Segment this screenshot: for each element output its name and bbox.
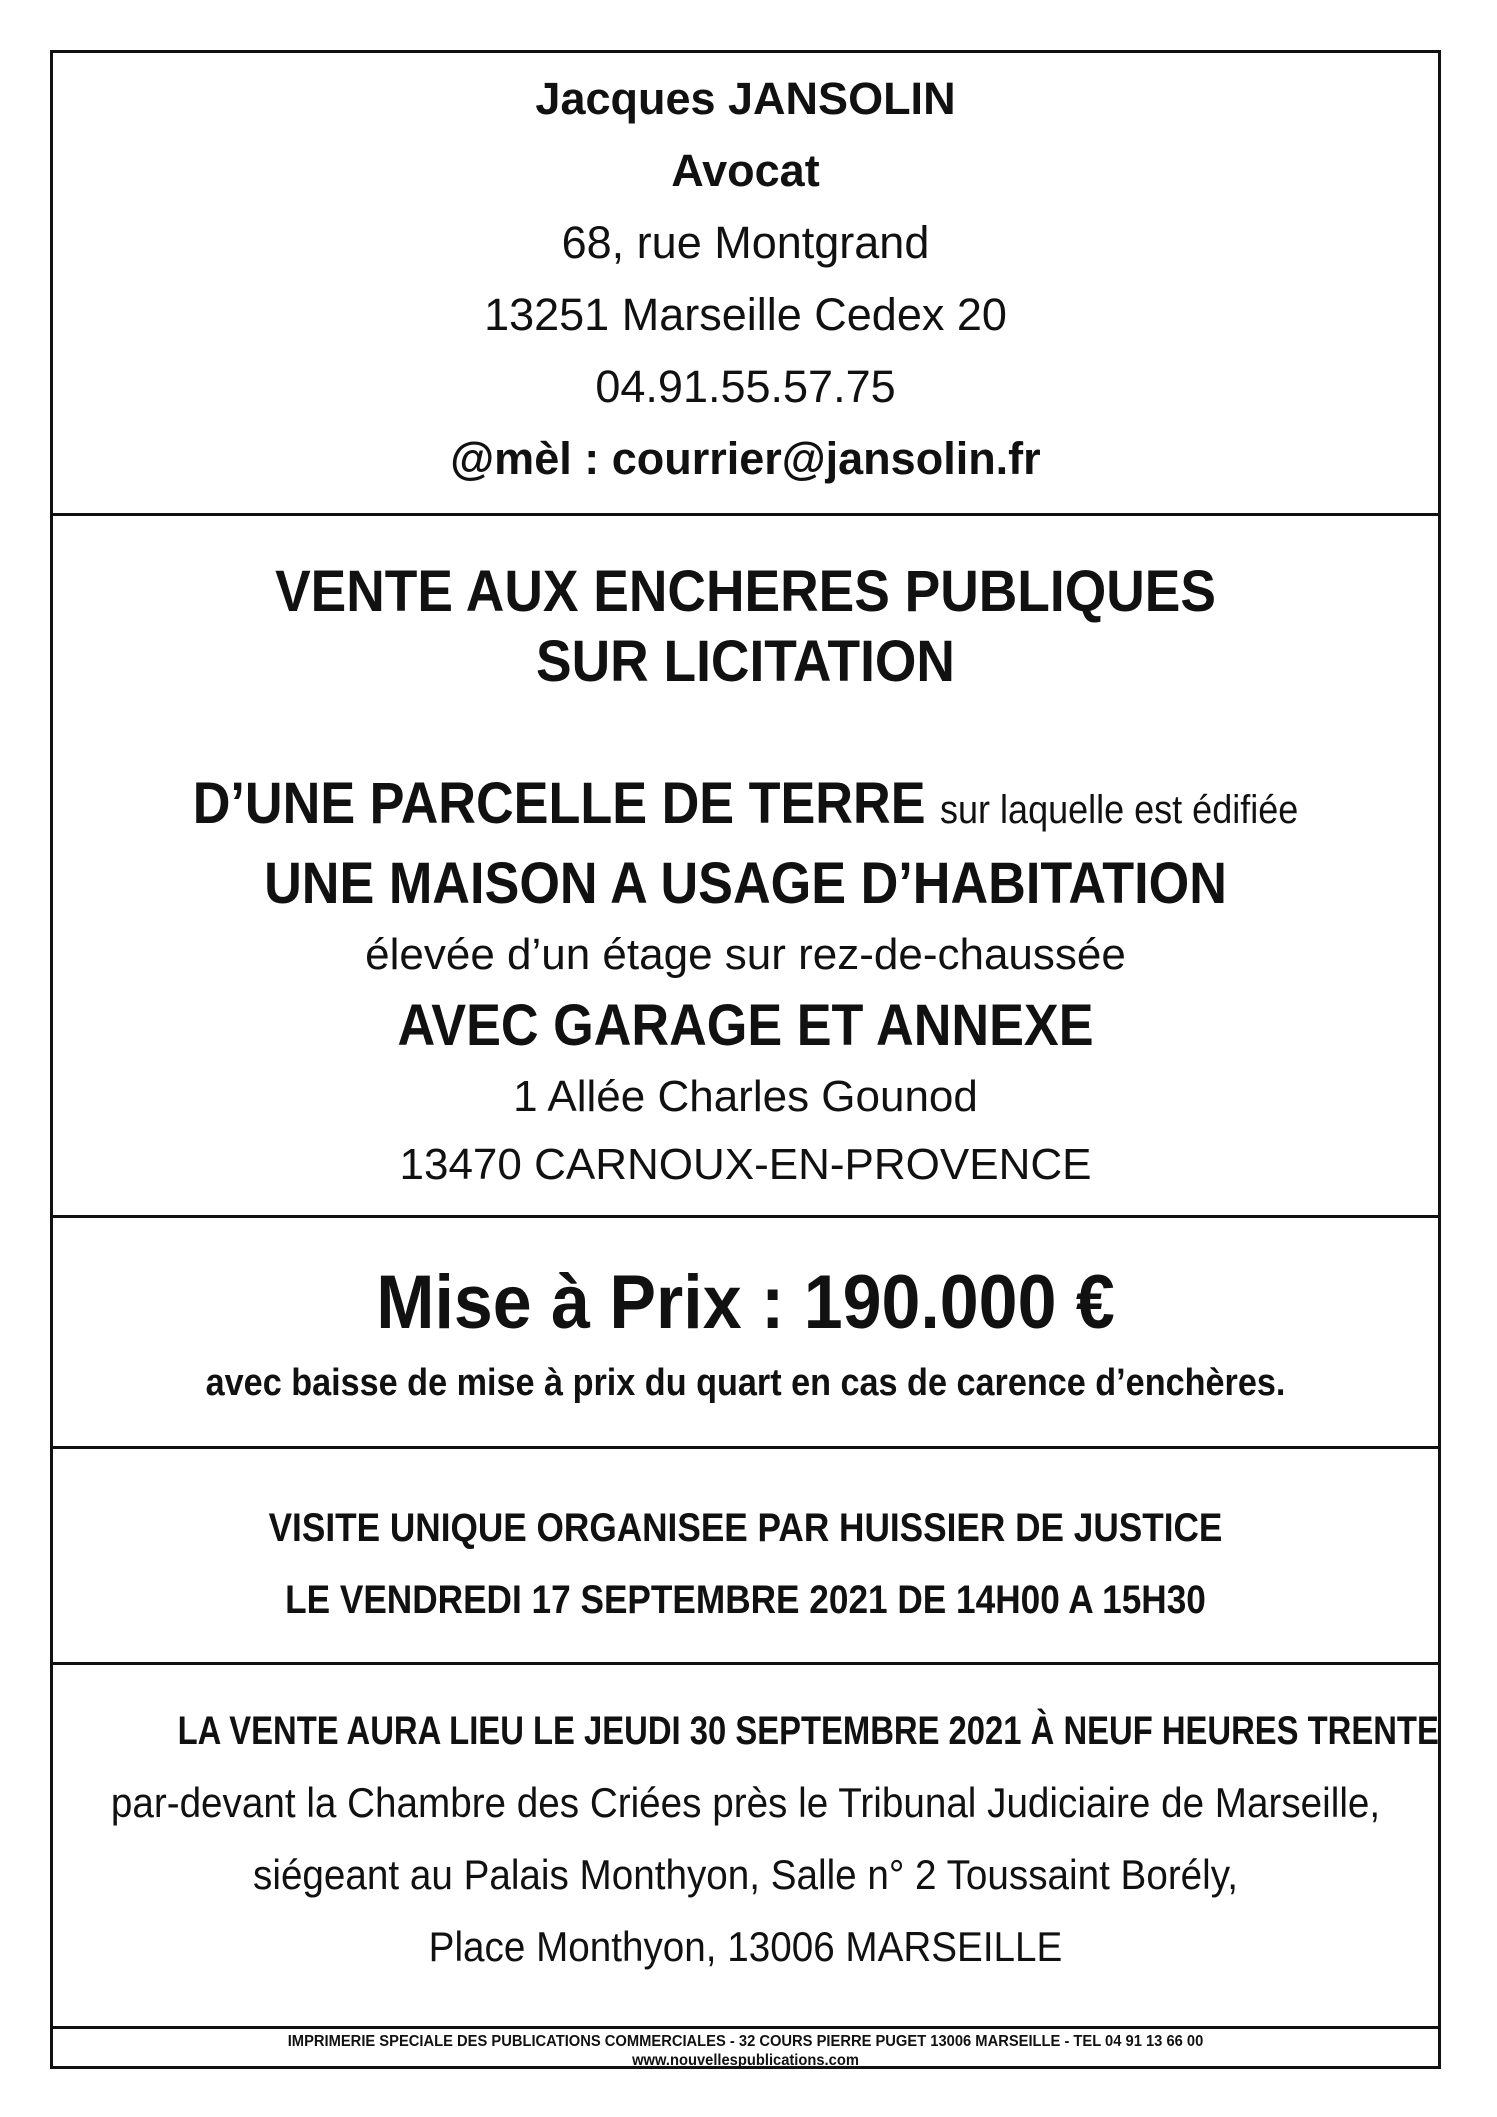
printer-footer — [53, 2029, 1438, 2069]
price-note: avec baisse de mise à prix du quart en cas de carence d’enchères. — [205, 1362, 1286, 1404]
sale-heading-line2: SUR LICITATION — [536, 629, 955, 694]
visit-line1: VISITE UNIQUE ORGANISEE PAR HUISSIER DE JUSTICE — [268, 1506, 1223, 1550]
visit-section — [53, 1449, 1438, 1662]
lawyer-phone: 04.91.55.57.75 — [595, 361, 896, 412]
sale-description — [53, 515, 1438, 1215]
sale-heading-line1: VENTE AUX ENCHERES PUBLIQUES — [275, 559, 1216, 624]
house-line: UNE MAISON A USAGE D’HABITATION — [264, 851, 1227, 916]
property-address-line2: 13470 CARNOUX-EN-PROVENCE — [399, 1140, 1092, 1189]
property-tail: sur laquelle est édifiée — [940, 788, 1299, 832]
price-section — [53, 1218, 1438, 1446]
printer-website: www.nouvellespublications.com — [632, 2052, 859, 2069]
property-line — [122, 767, 1369, 847]
property-address-line1: 1 Allée Charles Gounod — [513, 1072, 978, 1121]
venue-line2: siégeant au Palais Monthyon, Salle n° 2 Toussaint Borély, — [253, 1851, 1238, 1898]
lawyer-name: Jacques JANSOLIN — [535, 73, 956, 124]
lawyer-header — [53, 53, 1438, 513]
visit-line2: LE VENDREDI 17 SEPTEMBRE 2021 DE 14H00 A 15H30 — [285, 1578, 1206, 1622]
venue-line3: Place Monthyon, 13006 MARSEILLE — [428, 1923, 1063, 1970]
notice-frame — [50, 50, 1441, 2069]
venue-line1: par-devant la Chambre des Criées près le Tribunal Judiciaire de Marseille, — [110, 1779, 1381, 1826]
lawyer-email: @mèl : courrier@jansolin.fr — [450, 433, 1041, 484]
lawyer-city: 13251 Marseille Cedex 20 — [484, 289, 1007, 340]
floors-line: élevée d’un étage sur rez-de-chaussée — [365, 930, 1126, 979]
starting-price: Mise à Prix : 190.000 € — [376, 1260, 1115, 1345]
auction-date: LA VENTE AURA LIEU LE JEUDI 30 SEPTEMBRE 2021 À NEUF HEURES TRENTE — [177, 1709, 1439, 1753]
extras-line: AVEC GARAGE ET ANNEXE — [397, 993, 1094, 1058]
lawyer-title: Avocat — [671, 145, 820, 196]
lawyer-street: 68, rue Montgrand — [561, 217, 930, 268]
printer-info: IMPRIMERIE SPECIALE DES PUBLICATIONS COMMERCIALES - 32 COURS PIERRE PUGET 13006 MARSEILLE - TEL 04 91 13 66 00 — [287, 2033, 1204, 2050]
property-bold: D’UNE PARCELLE DE TERRE — [192, 771, 926, 836]
auction-section — [53, 1665, 1438, 2027]
